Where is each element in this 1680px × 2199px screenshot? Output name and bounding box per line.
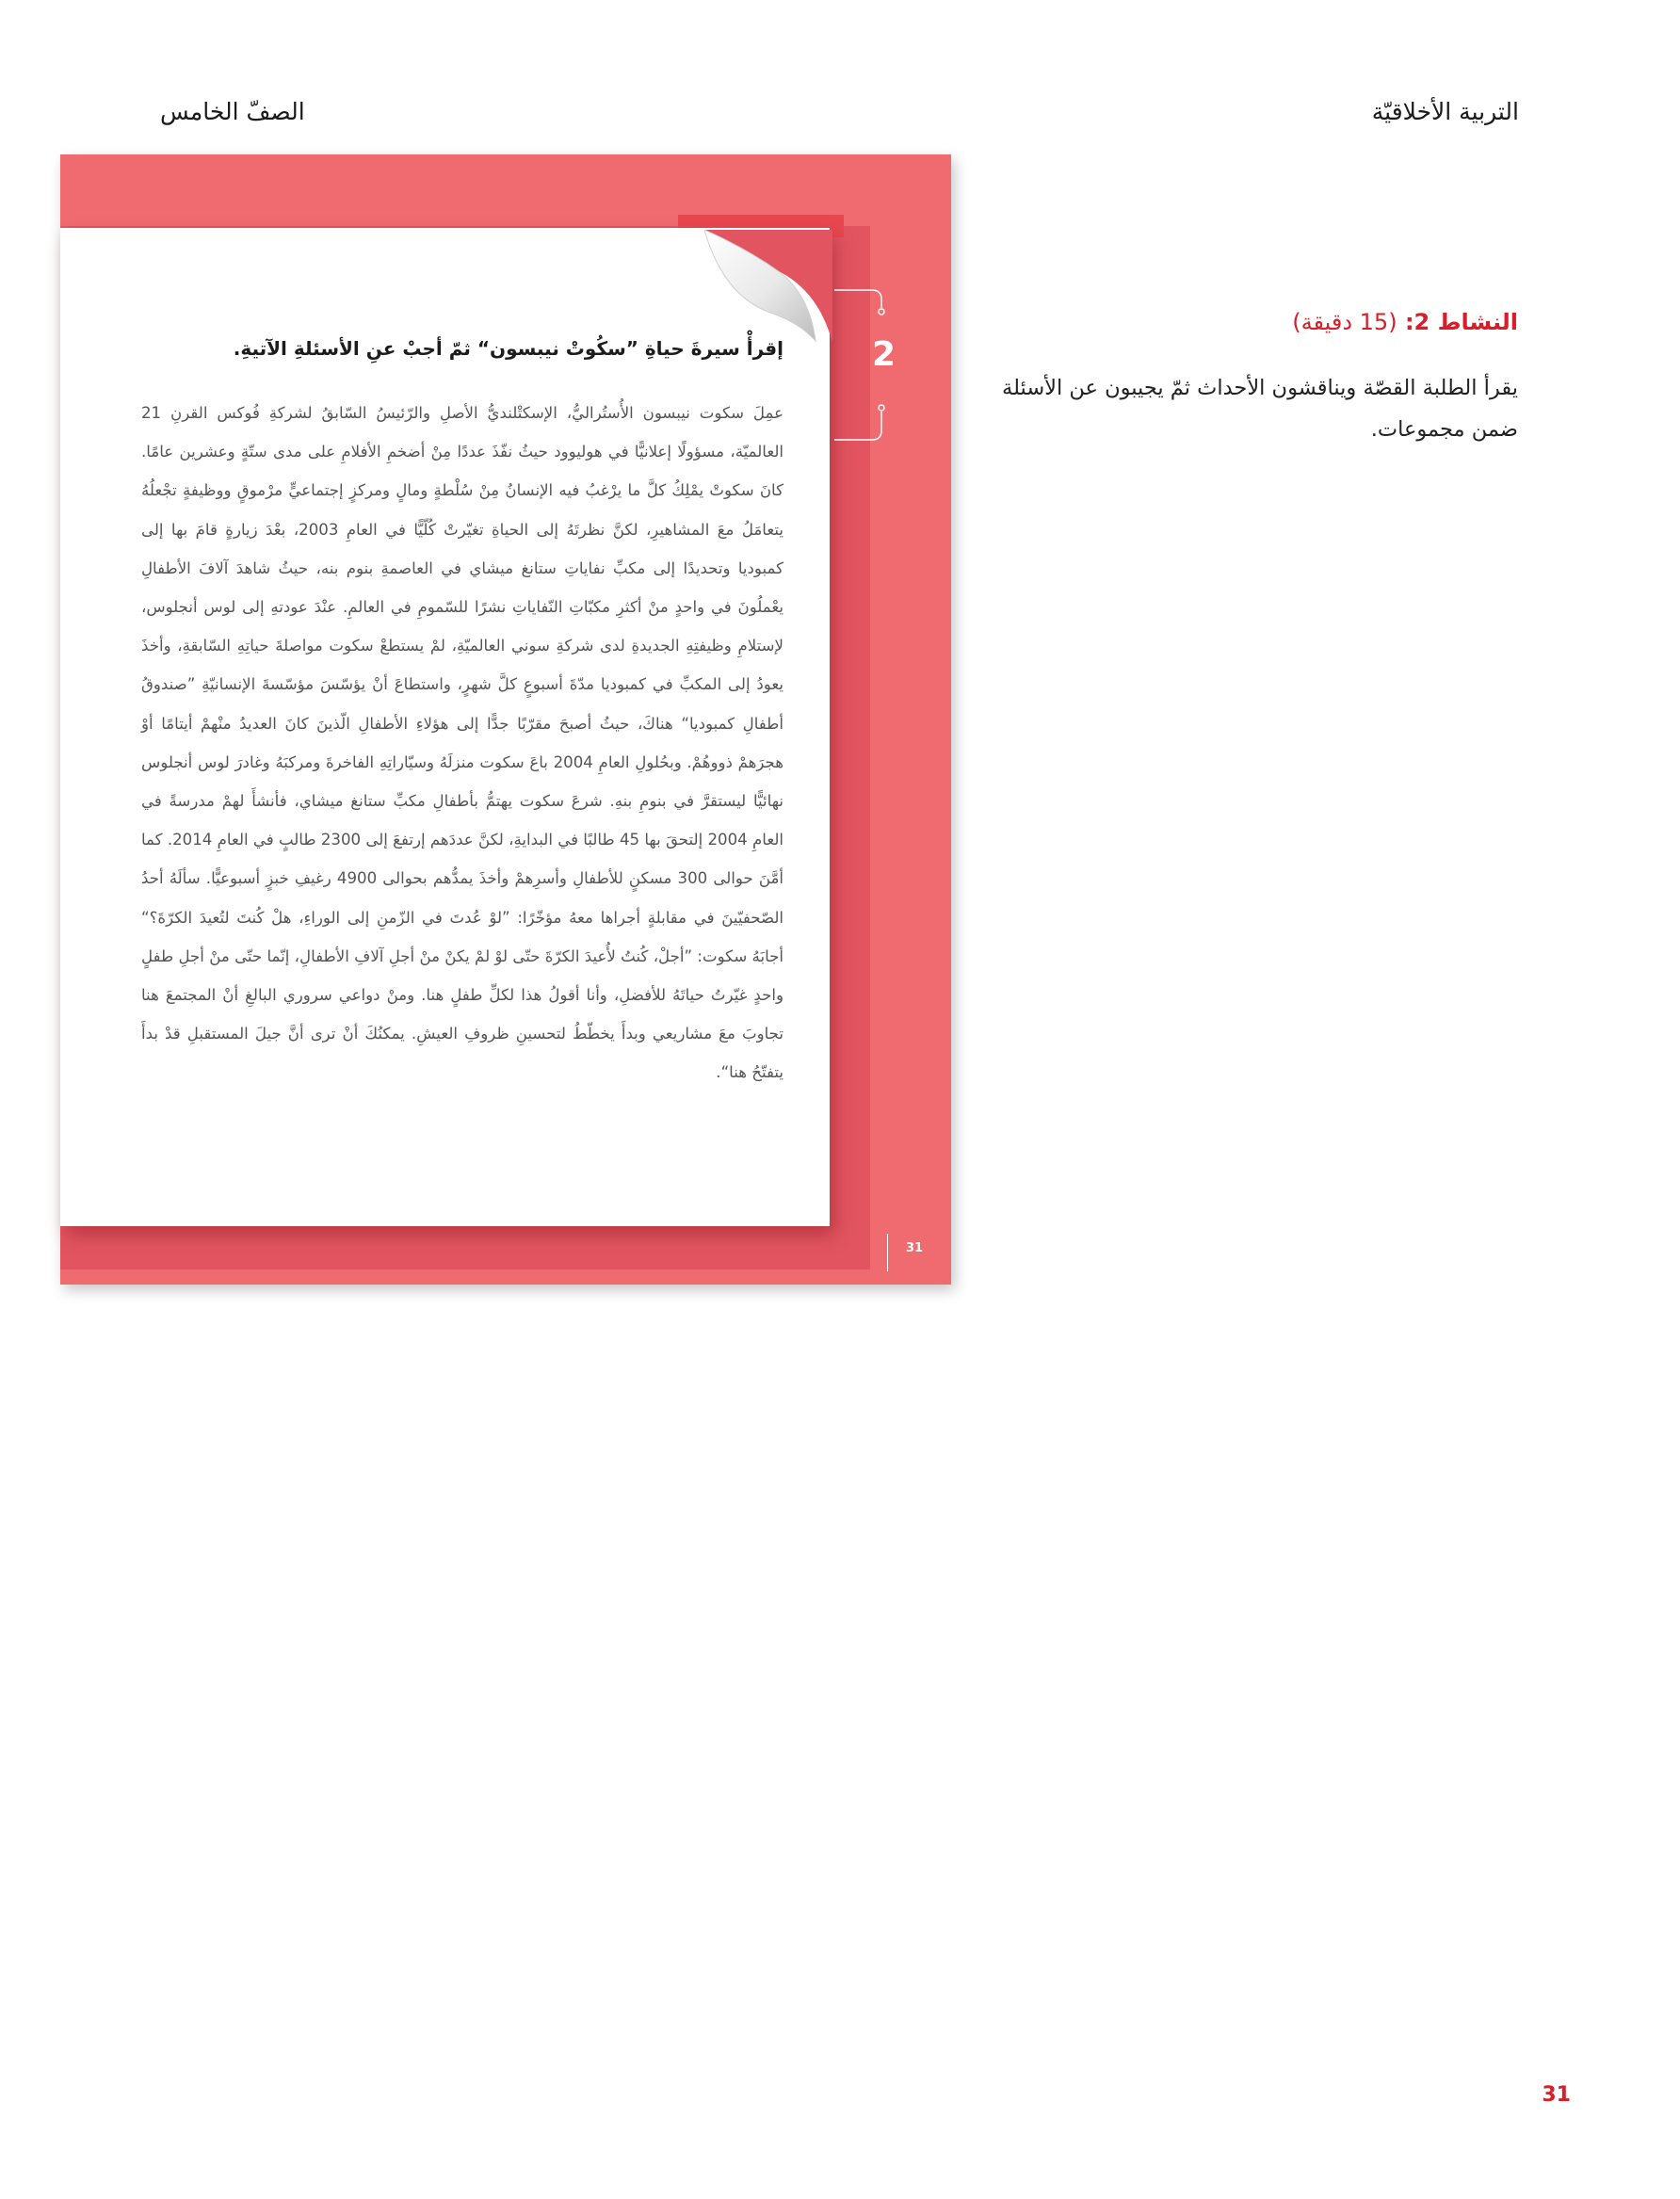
page-curl-icon bbox=[704, 230, 832, 343]
reading-title: إقرأْ سيرةَ حياةِ ”سكُوتْ نيبسون“ ثمّ أجبْ عنِ الأسئلةِ الآتيةِ. bbox=[233, 337, 783, 360]
reading-body: عمِلَ سكوت نيبسون الأُستُراليُّ، الإسكتْلنديُّ الأصلِ والرّئيسُ السّابقُ لشركةِ فُوكس القرنِ 21 العالميّة، مسؤولًا إعلانيًّا في هوليوود حيثُ نفّذَ عددًا مِنْ أضخمِ الأفلامِ على مدى ستّةٍ وعشرين عامًا. كانَ سكوتْ يمْلِكُ كلَّ ما يرْغبُ فيه الإنسانُ مِنْ سُلْطةٍ ومالٍ ومركزٍ إجتماعيٍّ مرْموقٍ ووظيفةٍ تجْعلُهُ يتعامَلُ معَ المشاهيرِ، لكنَّ نظرتَهُ إلى الحياةِ تغيّرتْ كُلّيًّا في العامِ 2003، بعْدَ زيارةٍ قامَ بها إلى كمبوديا وتحديدًا إلى مكبِّ نفاياتِ ستانغ ميشاي في العاصمةِ بنوم بنه، حيثُ شاهدَ آلافَ الأطفالِ يعْملُونَ في واحدٍ منْ أكثرِ مكبّاتِ النّفاياتِ نشرًا للسّمومِ في العالمِ. عنْدَ عودتهِ إلى لوس أنجلوس، لإستلامِ وظيفتِهِ الجديدةِ لدى شركةِ سوني العالميّةِ، لمْ يستطعْ سكوت مواصلةَ حياتِهِ السّابقةِ، وأخذَ يعودُ إلى المكبِّ في كمبوديا مدّةَ أسبوعٍ كلَّ شهرٍ، واستطاعَ أنْ يؤسّسَ مؤسّسةَ الإنسانيّةِ ”صندوقُ أطفالِ كمبوديا“ هناكَ، حيثُ أصبحَ مقرّبًا جدًّا إلى هؤلاءِ الأطفالِ الّذينَ كانَ العديدُ منْهمْ أيتامًا أوْ هجرَهمْ ذووهُمْ. وبحُلولِ العامِ 2004 باعَ سكوت منزلَهُ وسيّاراتِهِ الفاخرةَ ومركبَهُ وغادرَ لوس أنجلوس نهائيًّا ليستقرَّ في بنومِ بنهِ. شرعَ سكوت يهتمُّ بأطفالِ مكبِّ ستانغ ميشاي، فأنشأَ لهمْ مدرسةً في العامِ 2004 إلتحقَ بها 45 طالبًا في البدايةِ، لكنَّ عددَهم إرتفعَ إلى 2300 طالبٍ في العامِ 2014. كما أمَّنَ حوالى 300 مسكنٍ للأطفالِ وأسرِهمْ وأخذَ يمدُّهم بحوالى 4900 رغيفِ خبزٍ أسبوعيًّا. سألَهُ أحدُ الصّحفيّينَ في مقابلةٍ أجراها معهُ مؤخّرًا: ”لوْ عُدتَ في الزّمنِ إلى الوراءِ، هلْ كُنتَ لتُعيدَ الكرّةَ؟“ أجابَهُ سكوت: ”أجلْ، كُنتُ لأُعيدَ الكرّةَ حتّى لوْ لمْ يكنْ منْ أجلِ آلافِ الأطفالِ، إنّما حتّى منْ أجلِ طفلٍ واحدٍ غيّرتُ حياتَهُ للأفضلِ، وأنا أقولُ هذا لكلِّ طفلٍ هنا. ومنْ دواعي سروري البالغِ أنْ المجتمعَ هنا تجاوبَ معَ مشاريعي وبدأَ يخطّطُ لتحسينِ ظروفِ العيشِ. يمكنُكَ أنْ ترى أنَّ جيلَ المستقبلِ قدْ بدأَ يتفتّحُ هنا“. bbox=[141, 404, 783, 1082]
grade-title: الصفّ الخامس bbox=[160, 98, 305, 125]
activity-duration: (15 دقيقة) bbox=[1292, 309, 1397, 335]
activity-label: النشاط 2: bbox=[1404, 309, 1518, 335]
activity-description: يقرأ الطلبة القصّة ويناقشون الأحداث ثمّ يجيبون عن الأسئلة ضمن مجموعات. bbox=[1002, 376, 1518, 442]
page-number: 31 bbox=[1542, 2083, 1571, 2107]
inner-page-divider bbox=[887, 1234, 888, 1271]
inner-page-number: 31 bbox=[906, 1241, 924, 1255]
activity-title bbox=[1292, 309, 1518, 335]
activity-badge-number: 2 bbox=[872, 335, 897, 374]
subject-title: التربية الأخلاقيّة bbox=[1371, 98, 1519, 125]
